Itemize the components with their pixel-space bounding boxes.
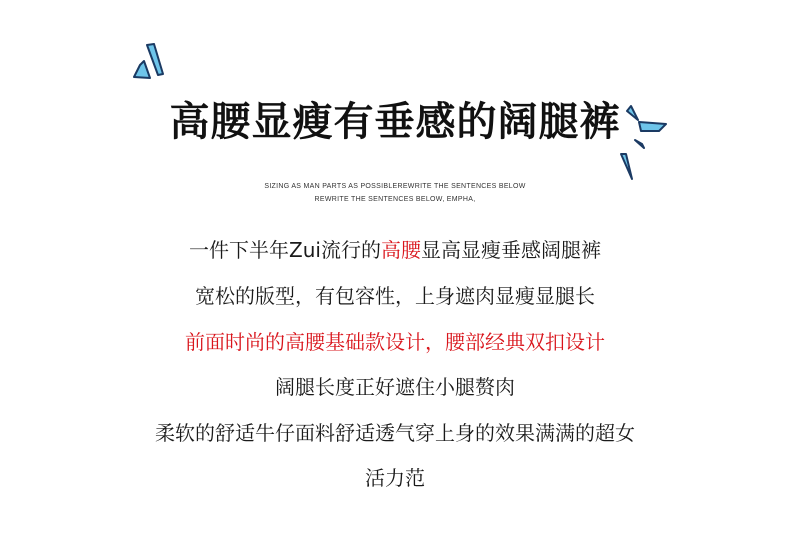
description-text: 一件下半年Zui流行的	[189, 238, 381, 262]
description-line: 阔腿长度正好遮住小腿赘肉	[275, 375, 515, 399]
page-title: 高腰显瘦有垂感的阔腿裤	[169, 99, 621, 145]
highlight-text: 高腰	[380, 238, 421, 262]
spark-accent-icon	[621, 154, 632, 179]
highlight-line: 前面时尚的高腰基础款设计，腰部经典双扣设计	[185, 330, 605, 354]
spark-accent-icon	[147, 44, 163, 75]
description-line: 活力范	[365, 466, 425, 490]
subtitle-line: REWRITE THE SENTENCES BELOW, EMPHA,	[314, 196, 476, 203]
description-line	[0, 236, 790, 264]
subtitle-line: SIZING AS MAN PARTS AS POSSIBLEREWRITE THE SENTENCES BELOW	[264, 183, 526, 190]
description-text: 显高显瘦垂感阔腿裤	[420, 238, 601, 262]
spark-accent-icon	[134, 61, 150, 78]
description-line: 宽松的版型，有包容性，上身遮肉显瘦显腿长	[195, 284, 595, 308]
description-line: 柔软的舒适牛仔面料舒适透气穿上身的效果满满的超女	[155, 421, 635, 445]
